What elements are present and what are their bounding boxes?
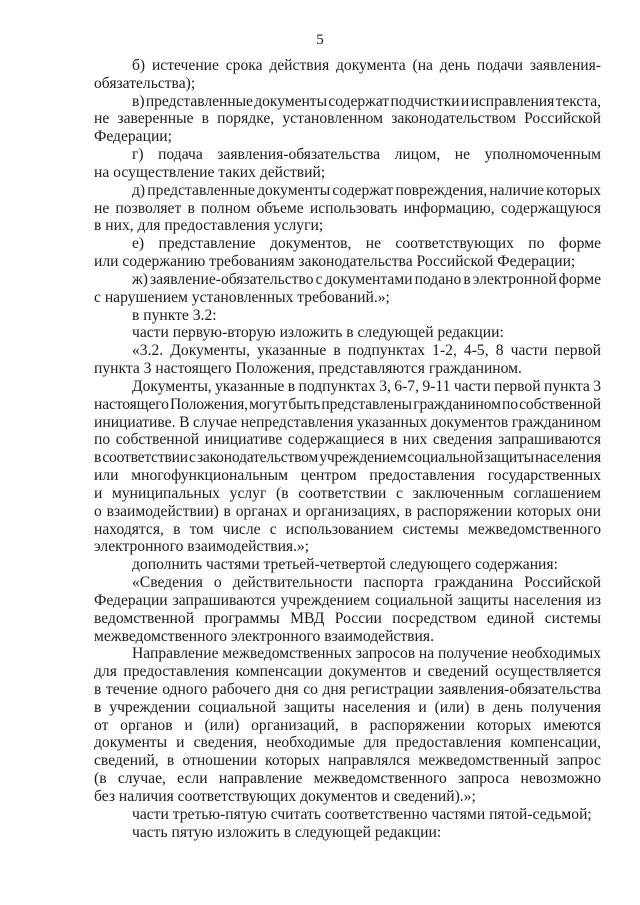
paragraph bbox=[94, 93, 601, 146]
text-line: настоящего Положения, могут быть представлены гражданином по собственной bbox=[94, 395, 601, 413]
text-line-row bbox=[94, 378, 601, 396]
paragraph bbox=[94, 342, 601, 378]
paragraph bbox=[94, 645, 601, 805]
text-line-row bbox=[94, 645, 601, 663]
text-line: в) представленные документы содержат подчистки и исправления текста, bbox=[132, 92, 601, 110]
text-line: часть пятую изложить в следующей редакции: bbox=[132, 823, 442, 841]
text-line-row bbox=[94, 663, 601, 681]
text-line-row bbox=[94, 449, 601, 467]
text-line: «Сведения о действительности паспорта гражданина Российской bbox=[132, 574, 601, 592]
text-line: или многофункциональным центром предоставления государственных bbox=[94, 467, 601, 485]
text-line: Документы, указанные в подпунктах 3, 6-7, 9-11 части первой пункта 3 bbox=[132, 377, 601, 395]
paragraph bbox=[94, 324, 601, 342]
text-line-row bbox=[94, 770, 601, 788]
text-line: части третью-пятую считать соответственно частями пятой-седьмой; bbox=[132, 805, 592, 823]
text-line-row bbox=[94, 182, 601, 200]
text-line: Федерации запрашиваются учреждением социальной защиты населения из bbox=[94, 591, 601, 609]
text-line-row bbox=[94, 485, 601, 503]
text-line: на осуществление таких действий; bbox=[94, 163, 326, 181]
text-line: инициативе. В случае непредставления указанных документов гражданином bbox=[94, 413, 601, 431]
text-line: от органов и (или) организаций, в распоряжении которых имеются bbox=[94, 716, 601, 734]
text-line-row bbox=[94, 521, 601, 539]
text-line-row bbox=[94, 164, 601, 182]
text-line-row bbox=[94, 431, 601, 449]
text-line-row bbox=[94, 699, 601, 717]
paragraph bbox=[94, 146, 601, 182]
paragraph bbox=[94, 271, 601, 307]
text-line-row bbox=[94, 57, 601, 75]
text-line: межведомственного электронного взаимодействия. bbox=[94, 627, 434, 645]
text-line: для предоставления компенсации документов и сведений осуществляется bbox=[94, 663, 601, 681]
text-line-row bbox=[94, 128, 601, 146]
paragraph bbox=[94, 182, 601, 235]
text-line: д) представленные документы содержат повреждения, наличие которых bbox=[132, 181, 601, 199]
text-line: в течение одного рабочего дня со дня регистрации заявления-обязательства bbox=[94, 680, 601, 698]
text-line: документы и сведения, необходимые для предоставления компенсации, bbox=[94, 734, 601, 752]
text-line-row bbox=[94, 788, 601, 806]
text-line: с нарушением установленных требований.»; bbox=[94, 288, 390, 306]
text-line: (в случае, если направление межведомственного запроса невозможно bbox=[94, 770, 601, 788]
text-line-row bbox=[94, 592, 601, 610]
text-line-row bbox=[94, 556, 601, 574]
text-line-row bbox=[94, 414, 601, 432]
text-line-row bbox=[94, 824, 601, 842]
text-line: б) истечение срока действия документа (на день подачи заявления- bbox=[132, 57, 601, 74]
text-line-row bbox=[94, 681, 601, 699]
text-line-row bbox=[94, 503, 601, 521]
text-line-row bbox=[94, 610, 601, 628]
text-line: и муниципальных услуг (в соответствии с заключенным соглашением bbox=[94, 484, 601, 502]
text-line-row bbox=[94, 396, 601, 414]
text-line: «3.2. Документы, указанные в подпунктах 1-2, 4-5, 8 части первой bbox=[132, 342, 601, 360]
text-line-row bbox=[94, 253, 601, 271]
text-line-row bbox=[94, 289, 601, 307]
text-line-row bbox=[94, 628, 601, 646]
text-line: пункта 3 настоящего Положения, представляются гражданином. bbox=[94, 360, 522, 378]
text-line: дополнить частями третьей-четвертой следующего содержания: bbox=[132, 556, 558, 574]
text-line: не заверенные в порядке, установленном законодательством Российской bbox=[94, 110, 601, 128]
text-line: обязательства); bbox=[94, 74, 196, 92]
text-line-row bbox=[94, 110, 601, 128]
text-line-row bbox=[94, 217, 601, 235]
text-line-row bbox=[94, 342, 601, 360]
text-line-row bbox=[94, 538, 601, 556]
paragraph bbox=[94, 824, 601, 842]
text-line: Федерации; bbox=[94, 128, 172, 146]
text-line: ведомственной программы МВД России посредством единой системы bbox=[94, 609, 601, 627]
text-line: в них, для предоставления услуги; bbox=[94, 217, 324, 235]
text-line-row bbox=[94, 752, 601, 770]
paragraph bbox=[94, 307, 601, 325]
text-line: или содержанию требованиям законодательства Российской Федерации; bbox=[94, 253, 576, 271]
text-line-row bbox=[94, 75, 601, 93]
paragraph bbox=[94, 556, 601, 574]
text-line-row bbox=[94, 324, 601, 342]
paragraph bbox=[94, 806, 601, 824]
text-line: не позволяет в полном объеме использовать информацию, содержащуюся bbox=[94, 199, 601, 217]
text-line: без наличия соответствующих документов и сведений).»; bbox=[94, 787, 476, 805]
text-line-row bbox=[94, 806, 601, 824]
text-line-row bbox=[94, 717, 601, 735]
document-body bbox=[94, 57, 601, 841]
text-line: в пункте 3.2: bbox=[132, 306, 217, 324]
text-line-row bbox=[94, 146, 601, 164]
text-line-row bbox=[94, 271, 601, 289]
text-line: по собственной инициативе содержащиеся в них сведения запрашиваются bbox=[94, 431, 601, 449]
text-line-row bbox=[94, 734, 601, 752]
text-line: части первую-вторую изложить в следующей редакции: bbox=[132, 324, 504, 342]
text-line: в учреждении социальной защиты населения и (или) в день получения bbox=[94, 698, 601, 716]
text-line: Направление межведомственных запросов на получение необходимых bbox=[132, 645, 601, 663]
text-line: ж) заявление-обязательство с документами подано в электронной форме bbox=[132, 270, 601, 288]
text-line-row bbox=[94, 360, 601, 378]
text-line: в соответствии с законодательством учреждением социальной защиты населения bbox=[94, 449, 601, 467]
text-line: электронного взаимодействия.»; bbox=[94, 538, 310, 556]
text-line-row bbox=[94, 200, 601, 218]
text-line: находятся, в том числе с использованием системы межведомственного bbox=[94, 520, 601, 538]
paragraph bbox=[94, 235, 601, 271]
text-line: г) подача заявления-обязательства лицом, не уполномоченным bbox=[132, 146, 601, 164]
text-line-row bbox=[94, 307, 601, 325]
text-line: е) представление документов, не соответствующих по форме bbox=[132, 235, 601, 253]
paragraph bbox=[94, 378, 601, 556]
paragraph bbox=[94, 57, 601, 93]
paragraph bbox=[94, 574, 601, 645]
text-line-row bbox=[94, 467, 601, 485]
page-number: 5 bbox=[316, 32, 324, 48]
text-line-row bbox=[94, 235, 601, 253]
text-line: о взаимодействии) в органах и организациях, в распоряжении которых они bbox=[94, 502, 601, 520]
text-line-row bbox=[94, 574, 601, 592]
text-line-row bbox=[94, 93, 601, 111]
text-line: сведений, в отношении которых направлялся межведомственный запрос bbox=[94, 752, 601, 770]
